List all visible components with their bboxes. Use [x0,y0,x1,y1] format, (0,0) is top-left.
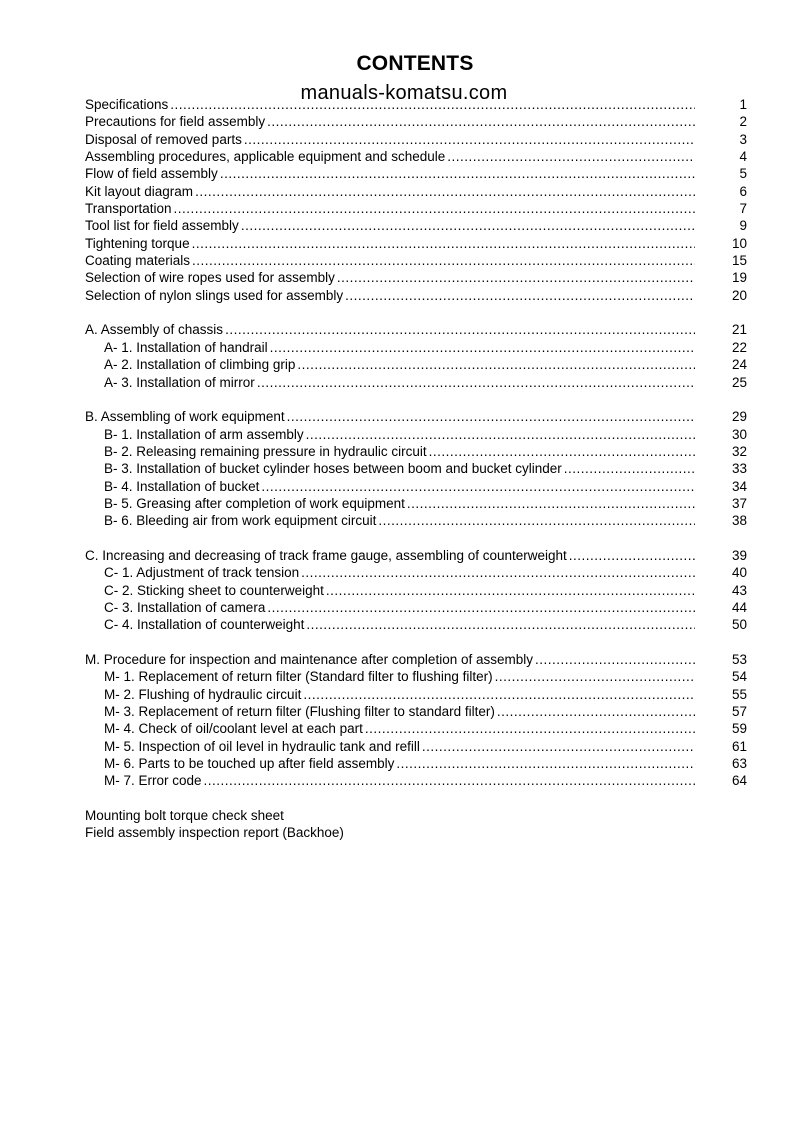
toc-entry-label: M- 2. Flushing of hydraulic circuit [104,686,302,702]
toc-page-number: 21 [731,322,747,338]
toc-dot-leader [192,252,695,269]
toc-dot-leader [287,408,695,425]
toc-subentry [85,599,747,616]
toc-entry-label: B- 2. Releasing remaining pressure in hydraulic circuit [104,443,427,459]
toc-entry-label: C- 2. Sticking sheet to counterweight [104,582,324,598]
toc-page-number: 19 [731,270,747,286]
toc-page-number: 64 [731,773,747,789]
toc-subentry [85,356,747,373]
toc-page-number: 15 [731,253,747,269]
toc-page-number: 29 [731,409,747,425]
toc-subentry [85,512,747,529]
toc-entry-label: C- 3. Installation of camera [104,599,266,615]
toc-entry-label: C. Increasing and decreasing of track frame gauge, assembling of counterweight [85,547,567,563]
toc-page-number: 43 [731,582,747,598]
toc-subentry [85,478,747,495]
toc-entry-label: B- 4. Installation of bucket [104,478,260,494]
toc-dot-leader [297,356,695,373]
toc-entry [85,287,747,304]
toc-page-number: 25 [731,374,747,390]
toc-subentry [85,703,747,720]
toc-entry-label: Tightening torque [85,235,190,251]
toc-dot-leader [535,651,695,668]
toc-page-number: 44 [731,599,747,615]
toc-subentry [85,755,747,772]
toc-subentry [85,738,747,755]
toc-dot-leader [396,755,695,772]
toc-dot-leader [337,269,695,286]
toc-dot-leader [220,165,695,182]
toc-section-heading [85,321,747,338]
toc-subentry [85,772,747,789]
table-of-contents [85,96,747,842]
toc-section-heading [85,547,747,564]
toc-page-number: 61 [731,738,747,754]
toc-dot-leader [495,668,695,685]
toc-dot-leader [301,564,695,581]
toc-page-number: 22 [731,339,747,355]
toc-dot-leader [225,321,695,338]
toc-page-number: 54 [731,669,747,685]
toc-subentry [85,339,747,356]
toc-page-number: 2 [739,114,747,130]
toc-page-number: 10 [731,235,747,251]
toc-page-number: 32 [731,443,747,459]
toc-page-number: 20 [731,287,747,303]
toc-entry-label: Kit layout diagram [85,183,194,199]
toc-subentry [85,720,747,737]
toc-page-number: 9 [739,218,747,234]
toc-entry-label: C- 4. Installation of counterweight [104,617,305,633]
page-title: CONTENTS [356,52,474,75]
toc-entry-label: A- 2. Installation of climbing grip [104,357,296,373]
toc-dot-leader [261,478,695,495]
toc-entry-label: C- 1. Adjustment of track tension [104,565,300,581]
toc-entry [85,200,747,217]
toc-entry [85,252,747,269]
toc-entry-label: Flow of field assembly [85,166,218,182]
toc-entry-label: M. Procedure for inspection and maintenance after completion of assembly [85,652,533,667]
toc-dot-leader [407,495,695,512]
toc-entry [85,183,747,200]
toc-appendix [85,807,747,842]
toc-entry-label: A. Assembly of chassis [85,322,224,338]
toc-dot-leader [192,235,695,252]
toc-page-number: 59 [731,721,747,737]
toc-dot-leader [267,599,695,616]
toc-section-heading [85,651,747,668]
toc-page-number: 40 [731,565,747,581]
toc-page-number: 50 [731,617,747,633]
toc-page-number: 37 [731,495,747,511]
toc-section-heading [85,408,747,425]
toc-dot-leader [204,772,695,789]
toc-entry-label: M- 1. Replacement of return filter (Standard filter to flushing filter) [104,669,493,685]
toc-subentry [85,443,747,460]
toc-dot-leader [306,616,695,633]
toc-entry-label: M- 3. Replacement of return filter (Flushing filter to standard filter) [104,704,495,720]
toc-dot-leader [422,738,695,755]
toc-entry-label: M- 5. Inspection of oil level in hydraulic tank and refill [104,738,420,754]
toc-entry-label: B- 6. Bleeding air from work equipment circuit [104,513,377,529]
toc-subentry [85,460,747,477]
toc-page-number: 30 [731,426,747,442]
toc-page-number: 57 [731,704,747,720]
toc-page-number: 5 [739,166,747,182]
toc-entry [85,217,747,234]
toc-subentry [85,426,747,443]
toc-subentry [85,582,747,599]
toc-entry-label: A- 1. Installation of handrail [104,339,268,355]
toc-dot-leader [241,217,695,234]
toc-entry-label: Transportation [85,201,172,217]
toc-entry-label: Selection of wire ropes used for assembly [85,270,335,286]
toc-entry-label: Coating materials [85,253,191,269]
toc-dot-leader [564,460,695,477]
toc-entry [85,131,747,148]
toc-entry-label: Selection of nylon slings used for assembly [85,287,344,303]
toc-dot-leader [244,131,695,148]
toc-entry-label: B- 1. Installation of arm assembly [104,426,304,442]
toc-subentry [85,668,747,685]
toc-entry-label: B- 5. Greasing after completion of work equipment [104,495,405,511]
toc-page-number: 63 [731,756,747,772]
toc-entry-label: M- 4. Check of oil/coolant level at each part [104,721,363,737]
toc-page-number: 24 [731,357,747,373]
toc-subentry [85,616,747,633]
toc-dot-leader [497,703,695,720]
toc-subentry [85,564,747,581]
toc-entry [85,148,747,165]
toc-dot-leader [306,426,695,443]
toc-dot-leader [569,547,695,564]
toc-entry-label: Assembling procedures, applicable equipment and schedule [85,149,446,165]
toc-entry-label: A- 3. Installation of mirror [104,374,255,390]
toc-page-number: 39 [731,547,747,563]
toc-dot-leader [345,287,695,304]
toc-page-number: 1 [739,97,747,112]
toc-dot-leader [447,148,695,165]
toc-entry-label: M- 6. Parts to be touched up after field assembly [104,756,395,772]
toc-page-number: 33 [731,461,747,477]
toc-entry-label: Precautions for field assembly [85,114,266,130]
toc-page-number: 53 [731,652,747,667]
toc-dot-leader [195,183,695,200]
toc-page-number: 3 [739,131,747,147]
toc-page-number: 6 [739,183,747,199]
toc-dot-leader [326,582,695,599]
toc-dot-leader [174,200,695,217]
toc-appendix-item: Mounting bolt torque check sheet [85,808,284,824]
toc-dot-leader [267,113,695,130]
toc-entry-label: B- 3. Installation of bucket cylinder hoses between boom and bucket cylinder [104,461,562,477]
toc-entry-label: B. Assembling of work equipment [85,409,285,425]
toc-page-number: 55 [731,686,747,702]
toc-dot-leader [270,339,695,356]
toc-dot-leader [257,374,695,391]
toc-page-number: 7 [739,201,747,217]
toc-dot-leader [378,512,695,529]
toc-entry [85,113,747,130]
toc-page-number: 4 [739,149,747,165]
toc-entry-label: M- 7. Error code [104,773,202,789]
toc-entry [85,235,747,252]
watermark-text: manuals-komatsu.com [300,82,508,104]
toc-page-number: 38 [731,513,747,529]
toc-appendix-item: Field assembly inspection report (Backhoe) [85,825,344,841]
toc-entry-label: Tool list for field assembly [85,218,239,234]
toc-subentry [85,495,747,512]
toc-entry [85,165,747,182]
toc-entry [85,269,747,286]
toc-entry-label: Specifications [85,97,169,112]
toc-subentry [85,374,747,391]
toc-subentry [85,686,747,703]
toc-dot-leader [365,720,695,737]
toc-page-number: 34 [731,478,747,494]
toc-entry-label: Disposal of removed parts [85,131,242,147]
toc-dot-leader [303,686,695,703]
toc-dot-leader [429,443,695,460]
